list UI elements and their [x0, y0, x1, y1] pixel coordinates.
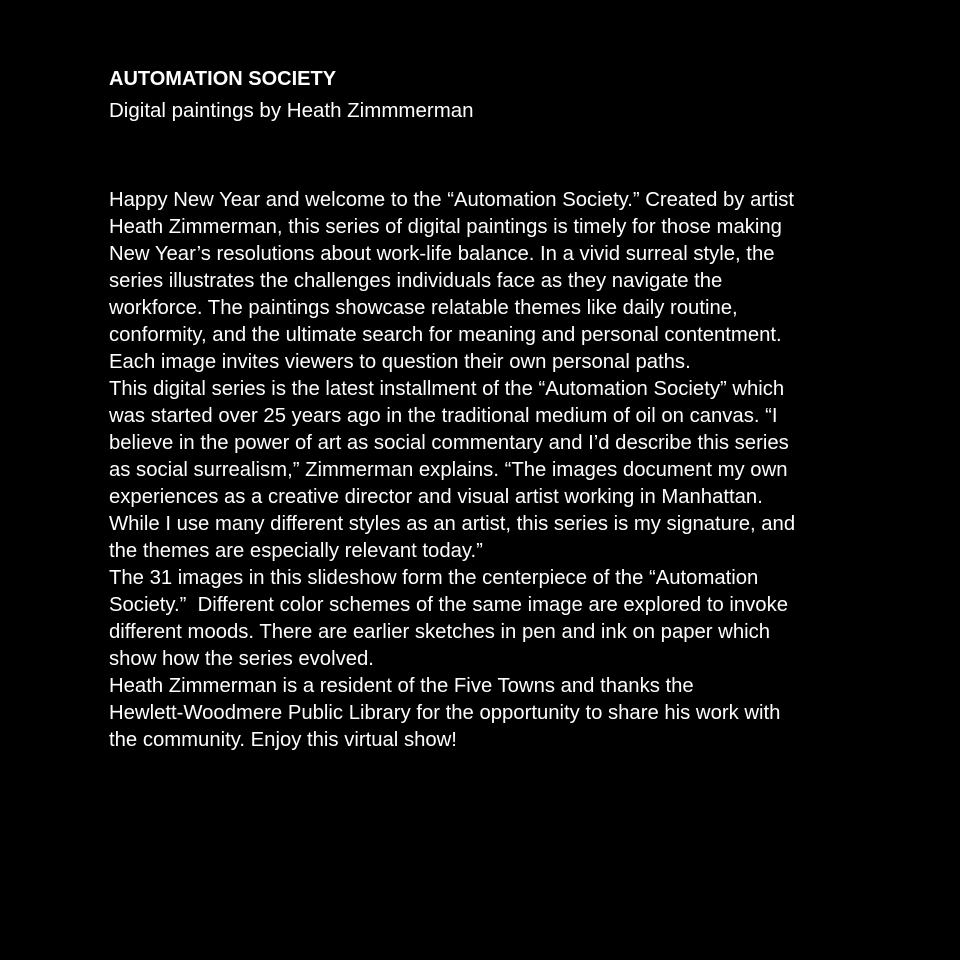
body-line: series illustrates the challenges individuals face as they navigate the — [109, 270, 723, 292]
body-line: as social surrealism,” Zimmerman explains. “The images document my own — [109, 459, 788, 481]
body-line: This digital series is the latest installment of the “Automation Society” which — [109, 378, 785, 400]
body-line: believe in the power of art as social commentary and I’d describe this series — [109, 432, 789, 454]
body-line: show how the series evolved. — [109, 648, 374, 670]
body-line: The 31 images in this slideshow form the centerpiece of the “Automation — [109, 567, 759, 589]
body-line: was started over 25 years ago in the traditional medium of oil on canvas. “I — [109, 405, 778, 427]
body-line: Society.” Different color schemes of the same image are explored to invoke — [109, 594, 788, 616]
body-line: the themes are especially relevant today.” — [109, 540, 483, 562]
body-line: different moods. There are earlier sketches in pen and ink on paper which — [109, 621, 771, 643]
body-line: While I use many different styles as an artist, this series is my signature, and — [109, 513, 796, 535]
page-subtitle: Digital paintings by Heath Zimmmerman — [109, 99, 474, 122]
body-line: New Year’s resolutions about work-life balance. In a vivid surreal style, the — [109, 243, 775, 265]
body-line: Happy New Year and welcome to the “Automation Society.” Created by artist — [109, 189, 795, 211]
body-line: workforce. The paintings showcase relatable themes like daily routine, — [109, 297, 738, 319]
body-line: Heath Zimmerman, this series of digital paintings is timely for those making — [109, 216, 782, 238]
body-line: Heath Zimmerman is a resident of the Five Towns and thanks the — [109, 675, 694, 697]
body-line: conformity, and the ultimate search for meaning and personal contentment. — [109, 324, 782, 346]
body-line: Each image invites viewers to question their own personal paths. — [109, 351, 691, 373]
body-line: experiences as a creative director and visual artist working in Manhattan. — [109, 486, 763, 508]
body-text — [109, 187, 795, 754]
page-title: AUTOMATION SOCIETY — [109, 68, 337, 90]
body-line: Hewlett-Woodmere Public Library for the opportunity to share his work with — [109, 702, 781, 724]
body-line: the community. Enjoy this virtual show! — [109, 729, 457, 751]
